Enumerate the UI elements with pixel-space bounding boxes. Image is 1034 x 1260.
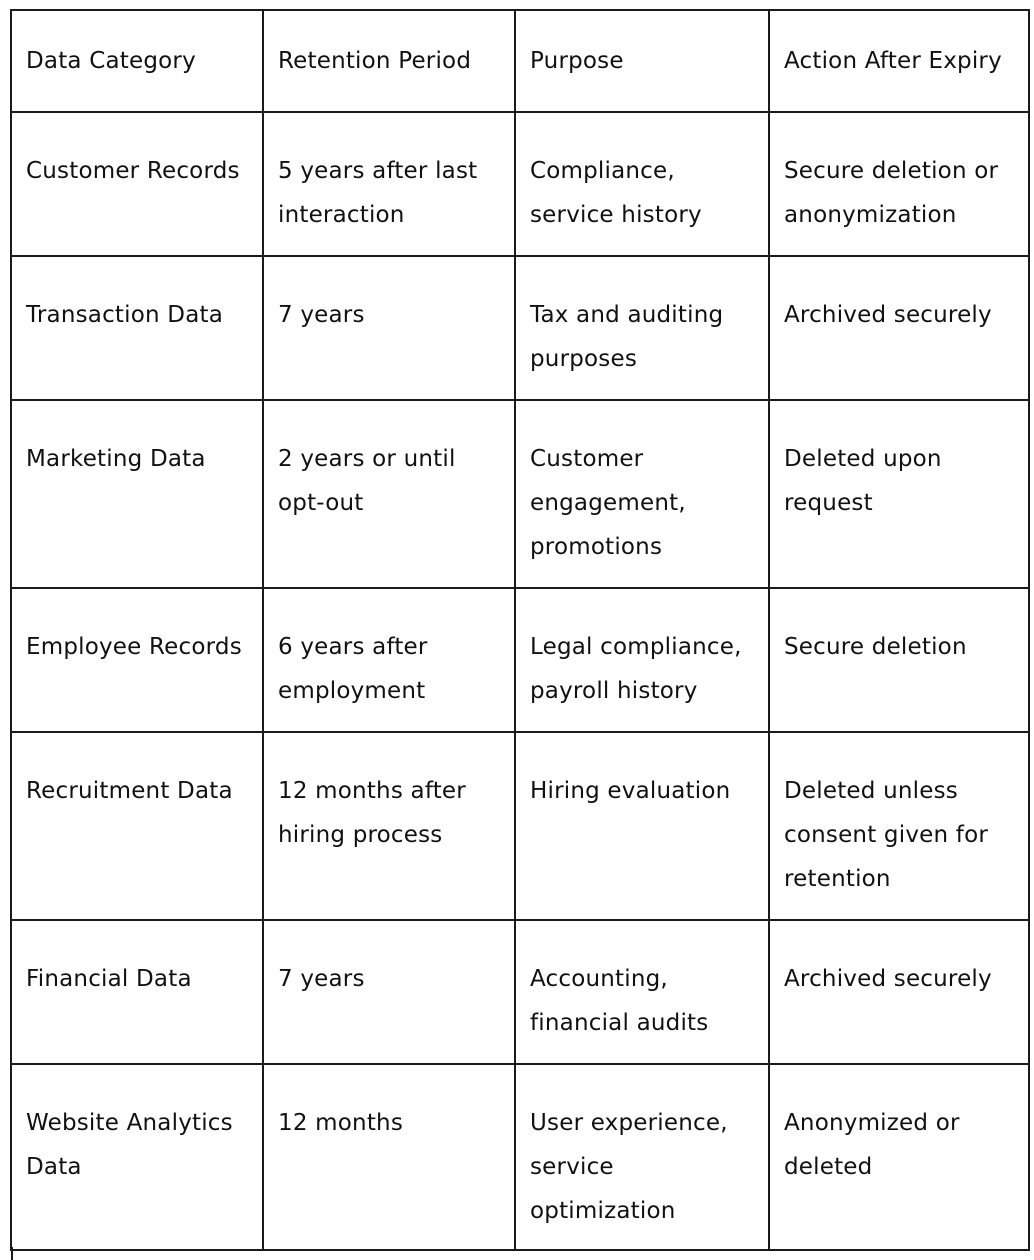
table-row bbox=[11, 112, 1029, 256]
cell-retention-period: 2 years or until opt-out bbox=[263, 400, 515, 588]
cell-retention-period: 6 years after employment bbox=[263, 588, 515, 732]
cell-action-after-expiry: Secure deletion or anonymization bbox=[769, 112, 1029, 256]
cell-purpose: Customer engagement, promotions bbox=[515, 400, 769, 588]
table-row bbox=[11, 920, 1029, 1064]
cell-action-after-expiry: Anonymized or deleted bbox=[769, 1064, 1029, 1250]
text-cursor bbox=[11, 1247, 13, 1260]
cell-retention-period: 7 years bbox=[263, 256, 515, 400]
cell-purpose: Hiring evaluation bbox=[515, 732, 769, 920]
cell-purpose: Compliance, service history bbox=[515, 112, 769, 256]
header-purpose: Purpose bbox=[515, 10, 769, 112]
cell-data-category: Customer Records bbox=[11, 112, 263, 256]
table-row bbox=[11, 400, 1029, 588]
cell-data-category: Transaction Data bbox=[11, 256, 263, 400]
table-header-row bbox=[11, 10, 1029, 112]
cell-action-after-expiry: Deleted unless consent given for retention bbox=[769, 732, 1029, 920]
data-retention-table bbox=[10, 9, 1030, 1251]
cell-data-category: Employee Records bbox=[11, 588, 263, 732]
cell-action-after-expiry: Archived securely bbox=[769, 256, 1029, 400]
cell-purpose: Accounting, financial audits bbox=[515, 920, 769, 1064]
cell-purpose: Tax and auditing purposes bbox=[515, 256, 769, 400]
header-data-category: Data Category bbox=[11, 10, 263, 112]
cell-data-category: Financial Data bbox=[11, 920, 263, 1064]
cell-data-category: Website Analytics Data bbox=[11, 1064, 263, 1250]
cell-retention-period: 12 months after hiring process bbox=[263, 732, 515, 920]
table-row bbox=[11, 256, 1029, 400]
header-retention-period: Retention Period bbox=[263, 10, 515, 112]
table-row bbox=[11, 1064, 1029, 1250]
cell-purpose: Legal compliance, payroll history bbox=[515, 588, 769, 732]
cell-retention-period: 12 months bbox=[263, 1064, 515, 1250]
cell-purpose: User experience, service optimization bbox=[515, 1064, 769, 1250]
cell-retention-period: 5 years after last interaction bbox=[263, 112, 515, 256]
header-action-after-expiry: Action After Expiry bbox=[769, 10, 1029, 112]
cell-data-category: Recruitment Data bbox=[11, 732, 263, 920]
cell-data-category: Marketing Data bbox=[11, 400, 263, 588]
cell-action-after-expiry: Secure deletion bbox=[769, 588, 1029, 732]
table-row bbox=[11, 588, 1029, 732]
cell-action-after-expiry: Deleted upon request bbox=[769, 400, 1029, 588]
table-row bbox=[11, 732, 1029, 920]
cell-retention-period: 7 years bbox=[263, 920, 515, 1064]
cell-action-after-expiry: Archived securely bbox=[769, 920, 1029, 1064]
